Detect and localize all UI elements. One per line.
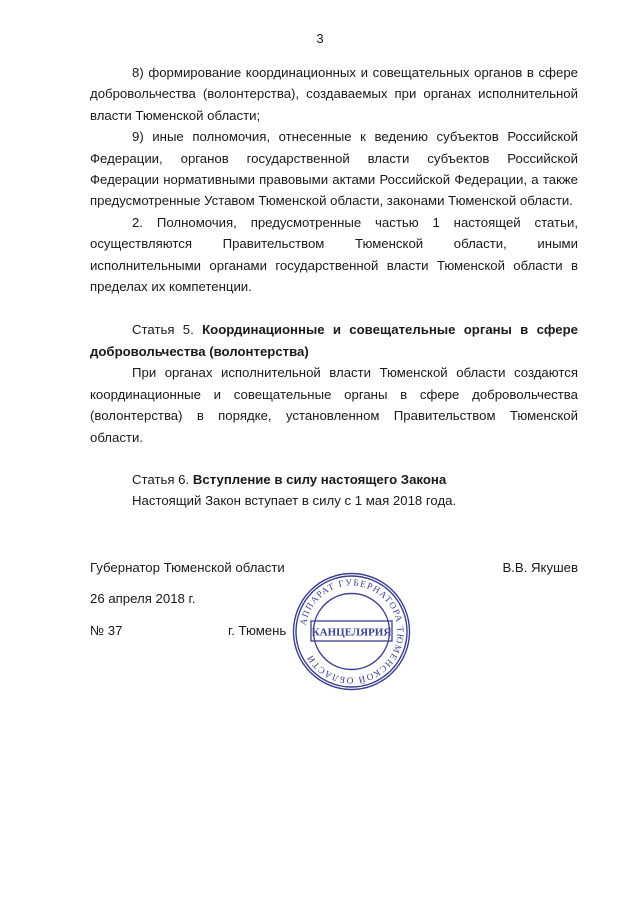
paragraph-part-2: 2. Полномочия, предусмотренные частью 1 настоящей статьи, осуществляются Правительством Тюменской области, иными исполнительными органами государственной власти Тюменской области в пределах их компетенции.	[90, 214, 578, 295]
seal-ring-text: АППАРАТ ГУБЕРНАТОРА ТЮМЕНСКОЙ ОБЛАСТИ	[297, 577, 406, 686]
article-6-text: Настоящий Закон вступает в силу с 1 мая 2018 года.	[132, 493, 457, 509]
article-5-label: Статья 5.	[132, 322, 203, 338]
document-body	[90, 62, 578, 512]
article-5-text: При органах исполнительной власти Тюменской области создаются координационные и совещательные органы в сфере добровольчества (волонтерства) в порядке, установленном Правительством Тюменской области.	[90, 365, 578, 445]
article-6-label: Статья 6.	[132, 471, 193, 487]
seal-center-text: КАНЦЕЛЯРИЯ	[311, 626, 392, 639]
paragraph-item-9: 9) иные полномочия, отнесенные к ведению субъектов Российской Федерации, органов государственной власти субъектов Российской Федерации нормативными правовыми актами Российской Федерации, а также предусмотренные Уставом Тюменской области, законами Тюменской области.	[90, 129, 578, 209]
governor-name: В.В. Якушев	[502, 560, 578, 575]
page-number: 3	[316, 31, 324, 46]
article-5-heading	[90, 319, 578, 362]
article-6-title: Вступление в силу настоящего Закона	[192, 471, 447, 487]
governor-position: Губернатор Тюменской области	[90, 560, 285, 575]
city: г. Тюмень	[228, 623, 287, 638]
article-5-title: Координационные и совещательные органы в сфере добровольчества (волонтерства)	[90, 322, 579, 359]
office-seal	[289, 569, 414, 694]
article-6-heading	[90, 469, 578, 490]
paragraph-item-8: 8) формирование координационных и совещательных органов в сфере добровольчества (волонтерства), создаваемых при органах исполнительной власти Тюменской области;	[90, 65, 578, 123]
signature-date: 26 апреля 2018 г.	[90, 591, 196, 606]
law-number: № 37	[90, 623, 123, 638]
